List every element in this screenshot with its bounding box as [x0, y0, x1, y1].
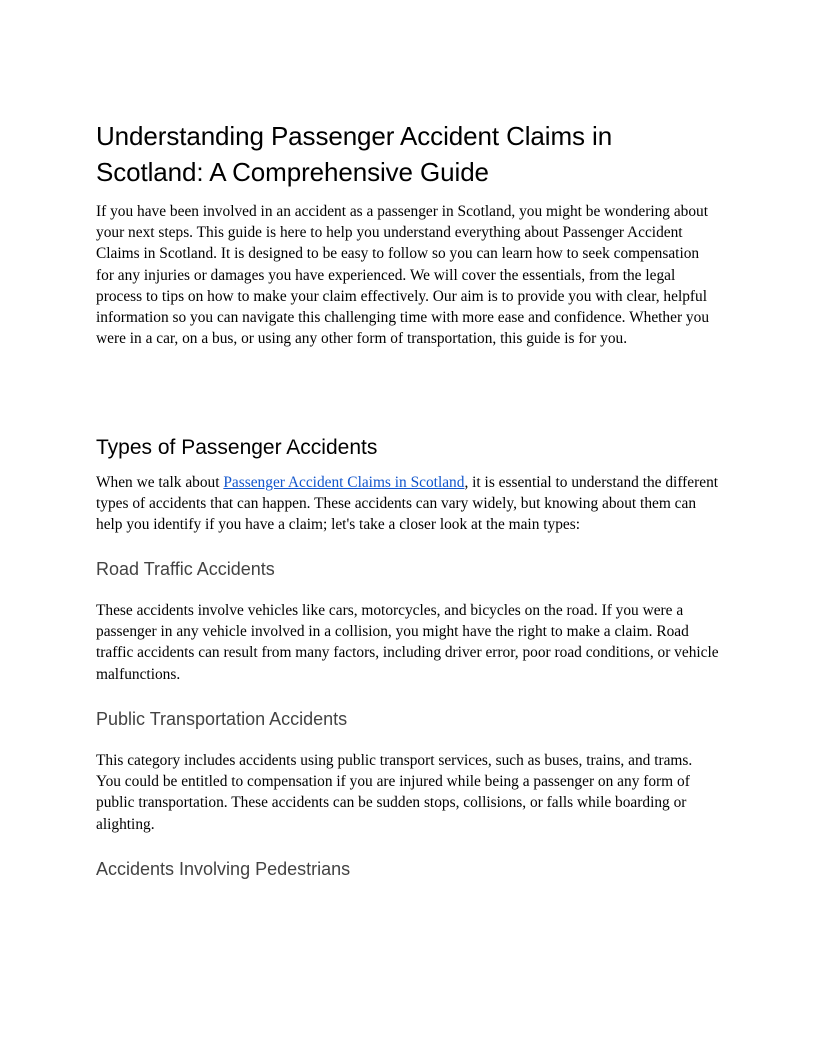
- public-transport-paragraph: This category includes accidents using public transport services, such as buses, trains, and trams. You could be entitled to compensation if you are injured while being a passenger on any form of public transportation. These accidents can be sudden stops, collisions, or falls while boarding or alighting.: [96, 752, 693, 833]
- types-paragraph-lead: When we talk about: [96, 474, 224, 491]
- page-title: Understanding Passenger Accident Claims in Scotland: A Comprehensive Guide: [96, 121, 613, 187]
- pedestrians-heading: Accidents Involving Pedestrians: [96, 859, 351, 879]
- passenger-claims-link[interactable]: Passenger Accident Claims in Scotland: [223, 474, 465, 491]
- intro-paragraph: If you have been involved in an accident as a passenger in Scotland, you might be wondering about your next steps. This guide is here to help you understand everything about Passenger Accident Claims in Scotland. It is designed to be easy to follow so you can learn how to seek compensation for any injuries or damages you have experienced. We will cover the essentials, from the legal process to tips on how to make your claim effectively. Our aim is to provide you with clear, helpful information so you can navigate this challenging time with more ease and confidence. Whether you were in a car, on a bus, or using any other form of transportation, this guide is for you.: [96, 203, 710, 348]
- road-traffic-heading: Road Traffic Accidents: [96, 559, 275, 579]
- public-transport-heading: Public Transportation Accidents: [96, 709, 348, 729]
- types-paragraph-rest: , it is essential to understand the different types of accidents that can happen. These accidents can vary widely, but knowing about them can help you identify if you have a claim; let's take a closer look at the main types:: [96, 474, 719, 534]
- types-heading: Types of Passenger Accidents: [96, 436, 378, 459]
- road-traffic-paragraph: These accidents involve vehicles like cars, motorcycles, and bicycles on the road. If you were a passenger in any vehicle involved in a collision, you might have the right to make a claim. Road traffic accidents can result from many factors, including driver error, poor road conditions, or vehicle malfunctions.: [96, 602, 719, 683]
- types-paragraph: [96, 472, 720, 536]
